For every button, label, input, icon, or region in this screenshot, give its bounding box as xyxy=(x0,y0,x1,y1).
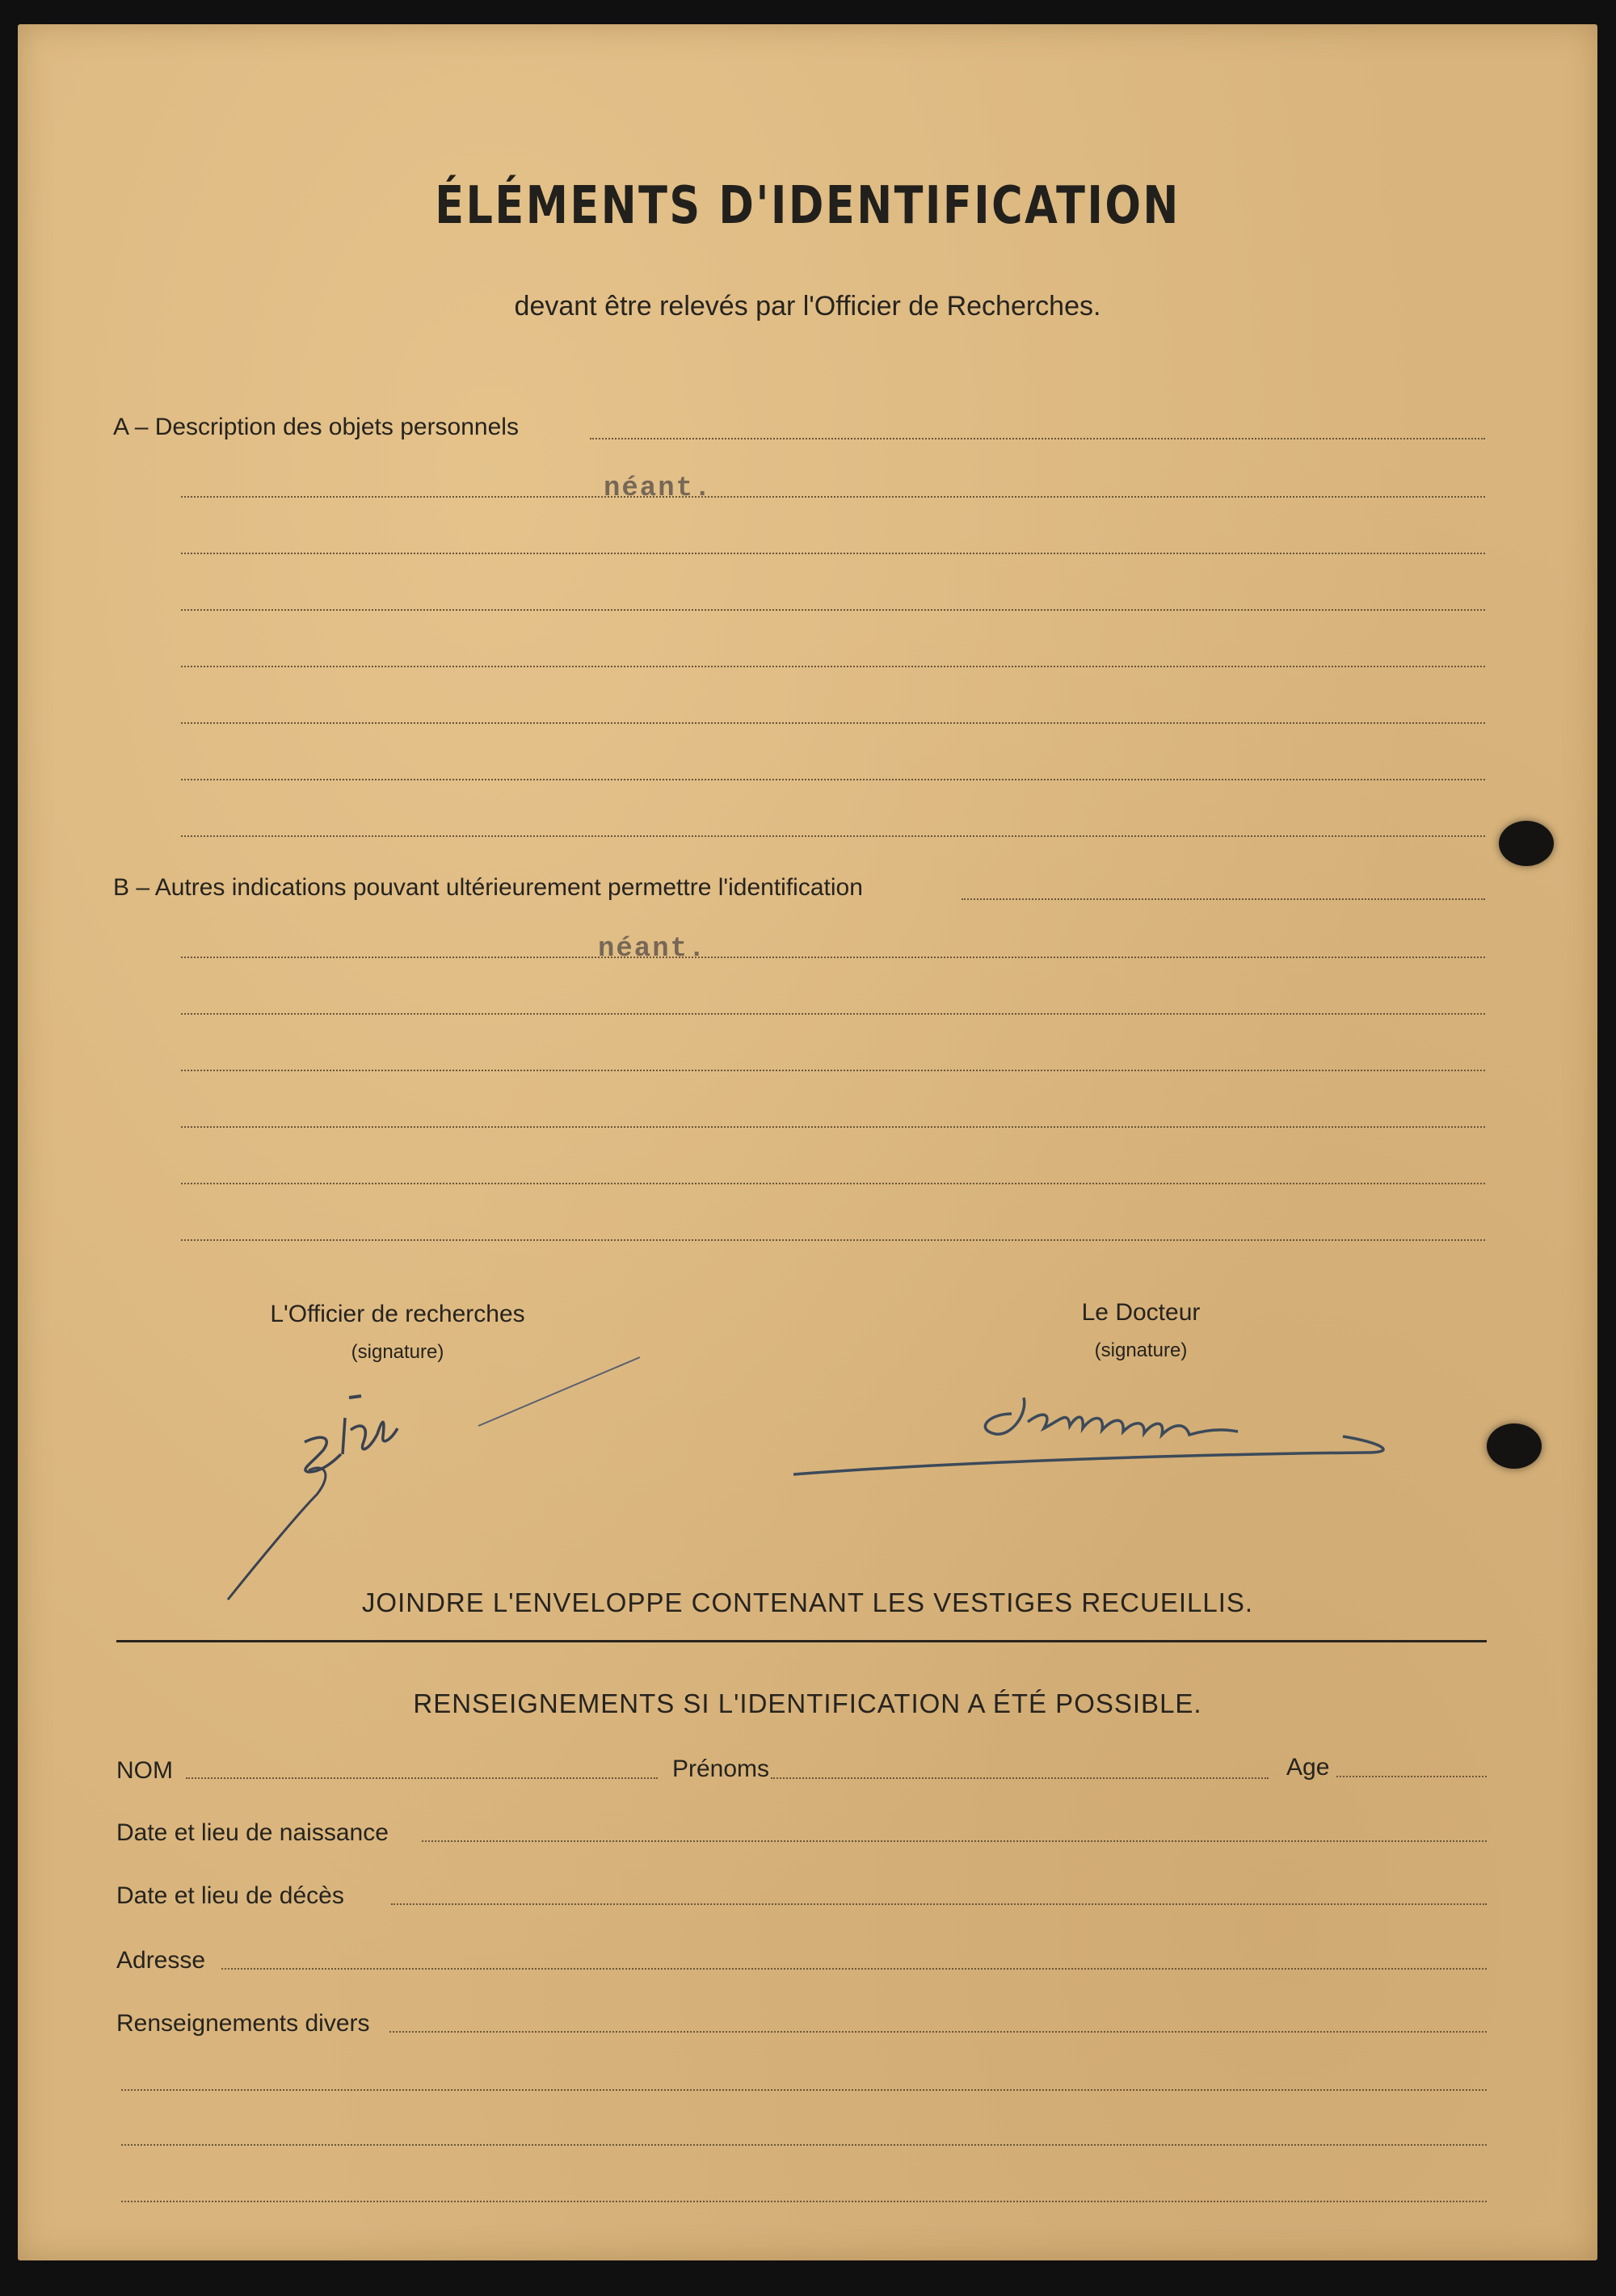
nom-field[interactable] xyxy=(186,1777,658,1779)
divers-field-line-4[interactable] xyxy=(121,2201,1487,2202)
section-a-label: A – Description des objets personnels xyxy=(113,414,519,440)
doctor-signature-note: (signature) xyxy=(1094,1339,1188,1361)
section-b-typed-value: néant. xyxy=(598,934,707,965)
divers-field-line-1[interactable] xyxy=(389,2031,1487,2033)
doctor-handwritten-signature xyxy=(785,1365,1399,1487)
deces-label: Date et lieu de décès xyxy=(116,1882,344,1909)
identification-heading: RENSEIGNEMENTS SI L'IDENTIFICATION A ÉTÉ POSSIBLE. xyxy=(413,1688,1202,1718)
section-b-label: B – Autres indications pouvant ultérieurement permettre l'identification xyxy=(113,874,863,901)
section-b-line-3[interactable] xyxy=(181,1013,1485,1015)
section-a-typed-value: néant. xyxy=(604,473,713,504)
divers-label: Renseignements divers xyxy=(116,2010,370,2037)
section-a-line-4[interactable] xyxy=(181,609,1485,611)
section-b-line-5[interactable] xyxy=(181,1126,1485,1128)
naissance-label: Date et lieu de naissance xyxy=(116,1819,389,1846)
deces-field[interactable] xyxy=(391,1903,1487,1905)
divers-field-line-3[interactable] xyxy=(121,2144,1487,2146)
adresse-field[interactable] xyxy=(221,1968,1487,1970)
nom-label: NOM xyxy=(116,1757,173,1784)
section-b-line-2[interactable] xyxy=(181,957,1485,958)
section-divider xyxy=(116,1640,1487,1642)
section-b-line-7[interactable] xyxy=(181,1239,1485,1241)
doctor-signature-title: Le Docteur xyxy=(1081,1299,1201,1326)
officer-handwritten-signature xyxy=(212,1333,664,1608)
section-a-line-6[interactable] xyxy=(181,722,1485,724)
form-sheet xyxy=(18,24,1597,2260)
adresse-label: Adresse xyxy=(116,1947,206,1974)
officer-signature-title: L'Officier de recherches xyxy=(270,1301,525,1327)
section-a-line-1[interactable] xyxy=(590,438,1485,439)
punch-hole-lower xyxy=(1487,1423,1542,1469)
form-title: ÉLÉMENTS D'IDENTIFICATION xyxy=(435,176,1180,236)
section-a-line-2[interactable] xyxy=(181,496,1485,498)
section-b-line-6[interactable] xyxy=(181,1183,1485,1184)
age-label: Age xyxy=(1286,1754,1330,1781)
officer-signature-note: (signature) xyxy=(351,1341,444,1363)
section-a-line-3[interactable] xyxy=(181,553,1485,554)
naissance-field[interactable] xyxy=(422,1840,1487,1842)
section-b-line-4[interactable] xyxy=(181,1070,1485,1071)
section-a-line-5[interactable] xyxy=(181,666,1485,667)
section-a-line-8[interactable] xyxy=(181,835,1485,837)
section-b-line-1[interactable] xyxy=(962,898,1485,900)
envelope-instruction: JOINDRE L'ENVELOPPE CONTENANT LES VESTIGES RECUEILLIS. xyxy=(361,1587,1254,1617)
age-field[interactable] xyxy=(1336,1776,1487,1777)
divers-field-line-2[interactable] xyxy=(121,2089,1487,2091)
form-subtitle: devant être relevés par l'Officier de Recherches. xyxy=(514,291,1101,322)
section-a-line-7[interactable] xyxy=(181,779,1485,780)
punch-hole-upper xyxy=(1499,821,1554,866)
prenoms-field[interactable] xyxy=(771,1777,1269,1779)
prenoms-label: Prénoms xyxy=(672,1756,770,1782)
